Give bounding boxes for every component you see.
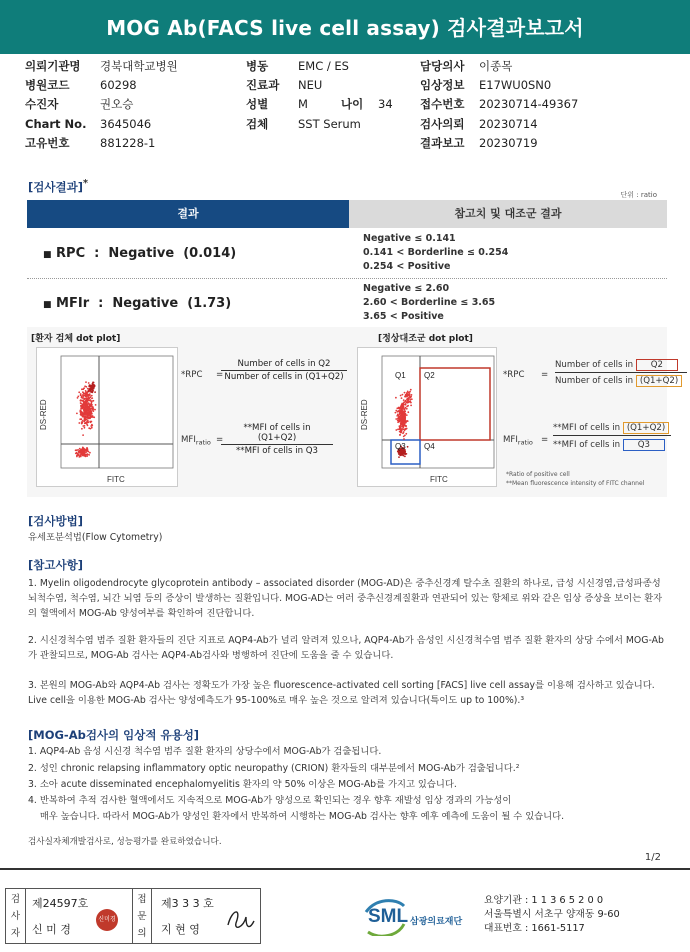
age-value: 34 (378, 97, 393, 111)
info-label: 병동 (246, 59, 269, 73)
scatter-dot (400, 421, 402, 423)
rpc-label: *RPC (181, 370, 203, 380)
scatter-dot (400, 432, 402, 434)
scatter-dot (95, 404, 97, 406)
scatter-dot (80, 408, 82, 410)
scatter-dot (404, 428, 406, 430)
info-value: E17WU0SN0 (479, 78, 552, 92)
info-value: 3645046 (100, 117, 152, 131)
label-char: 접 (137, 894, 147, 905)
examiner-name: 신 미 경 (32, 923, 71, 936)
num-prefix: Number of cells in (555, 360, 634, 370)
rpc-label: *RPC (503, 370, 525, 380)
scatter-dot (77, 396, 79, 398)
scatter-dot (398, 407, 400, 409)
scatter-dot (411, 398, 413, 400)
scatter-dot (84, 398, 86, 400)
examiner-label (6, 889, 26, 943)
ref-line: 0.254 < Positive (363, 261, 451, 272)
scatter-dot (395, 397, 397, 399)
scatter-dot (403, 399, 405, 401)
quadrant-q1: Q1 (395, 371, 406, 380)
patient-dot-plot (36, 347, 178, 487)
info-label: 임상정보 (420, 78, 465, 92)
scatter-dot (86, 447, 88, 449)
rpc-reference (363, 232, 508, 274)
scatter-dot (407, 446, 409, 448)
scatter-dot (400, 395, 402, 397)
scatter-dot (405, 403, 407, 405)
scatter-dot (92, 410, 94, 412)
result-value (43, 296, 231, 311)
scatter-dot (90, 391, 92, 393)
scatter-dot (405, 426, 407, 428)
scatter-dot (402, 451, 404, 453)
scatter-dot (79, 448, 81, 450)
scatter-dot (400, 426, 402, 428)
scatter-dot (86, 404, 88, 406)
scatter-dot (88, 454, 90, 456)
scatter-dot (87, 397, 89, 399)
examiner-seal: 신미경 (96, 909, 118, 931)
ref-line: Negative ≤ 2.60 (363, 283, 450, 294)
scatter-dot (78, 422, 80, 424)
label-char: 검 (10, 894, 21, 905)
ref-line: 3.65 < Positive (363, 311, 444, 322)
scatter-dot (87, 390, 89, 392)
result-row-rpc (27, 230, 667, 278)
mfi-fraction (221, 423, 333, 456)
scatter-dot (405, 394, 407, 396)
scatter-dot (78, 452, 80, 454)
scatter-dot (395, 412, 397, 414)
mfi-numerator: **MFI of cells in (Q1+Q2) (221, 423, 333, 445)
reviewer-signature (224, 903, 258, 935)
info-value: 881228-1 (100, 136, 156, 150)
notes-title: [참고사항] (28, 558, 83, 572)
scatter-dot (80, 402, 82, 404)
patient-dot-plot-title: [환자 검체 dot plot] (31, 334, 121, 344)
scatter-dot (84, 412, 86, 414)
info-value: 이종목 (479, 59, 513, 73)
info-label: 검사의뢰 (420, 117, 465, 131)
scatter-dot (88, 382, 90, 384)
scatter-dot (78, 391, 80, 393)
scatter-dot (86, 406, 88, 408)
reference-col-header: 참고치 및 대조군 결과 (349, 200, 667, 228)
scatter-dot (82, 414, 84, 416)
scatter-dot (84, 385, 86, 387)
result-value (43, 246, 236, 261)
scatter-dot (399, 428, 401, 430)
row-divider (27, 278, 667, 279)
info-label: 병원코드 (25, 78, 70, 92)
scatter-dot (80, 409, 82, 411)
q1q2-box: (Q1+Q2) (623, 422, 669, 434)
label-char: 사 (10, 911, 21, 922)
info-label: 성별 (246, 97, 269, 111)
scatter-dot (397, 420, 399, 422)
control-mfi-denominator (553, 439, 665, 451)
note-paragraph-1: 1. Myelin oligodendrocyte glycoprotein antibody – associated disorder (MOG-AD)은 중추신경계 탈수초 질환의 하나로, 급성 시신경염,급성파종성 뇌척수염, 척수염, 뇌간 뇌염 등의 증상이 발생하는 질환입니다. MOG-AD는 여러 중추신경계질환과 연관되어 있는 항체로 위와 같은 임상 증상을 보이는 환자의 혈액에서 MOG-Ab 양성여부를 확인하여 진단합니다. (28, 578, 663, 619)
scatter-dot (402, 414, 404, 416)
scatter-dot (90, 400, 92, 402)
info-value: 권오승 (100, 97, 134, 111)
scatter-dot (85, 422, 87, 424)
scatter-dot (406, 401, 408, 403)
scatter-dot (87, 395, 89, 397)
scatter-dot (395, 418, 397, 420)
scatter-dot (84, 414, 86, 416)
info-label: 담당의사 (420, 59, 465, 73)
bullet: ■ (43, 300, 52, 310)
scatter-dot (82, 451, 84, 453)
scatter-dot (411, 394, 413, 396)
scatter-dot (86, 391, 88, 393)
info-label: 의뢰기관명 (25, 59, 81, 73)
scatter-dot (92, 416, 94, 418)
label-char: 문 (137, 911, 147, 922)
org-code: 요양기관 : 1 1 3 6 5 2 0 0 (484, 895, 604, 906)
scatter-dot (90, 428, 92, 430)
label-char: 의 (137, 928, 147, 939)
scatter-dot (93, 388, 95, 390)
scatter-dot (405, 433, 407, 435)
scatter-dot (91, 397, 93, 399)
scatter-dot (88, 408, 90, 410)
mfir-result: MFIr : Negative (1.73) (56, 296, 232, 311)
org-phone: 대표번호 : 1661-5117 (484, 923, 585, 934)
scatter-dot (399, 415, 401, 417)
scatter-dot (82, 455, 84, 457)
scatter-dot (404, 392, 406, 394)
result-asterisk: * (82, 178, 88, 189)
scatter-dot (408, 401, 410, 403)
note-paragraph-3: 3. 본원의 MOG-Ab와 AQP4-Ab 검사는 정확도가 가장 높은 fluorescence-activated cell sorting [FACS] live cell assay를 이용해 검사하고 있습니다. Live cell을 이용한 MOG-Ab 검사는 양성예측도가 95-100%로 매우 높은 것으로 알려져 있습니다(특이도 up to 100%).³ (28, 680, 655, 706)
utility-item-2: 2. 성인 chronic relapsing inflammatory optic neuropathy (CRION) 환자들의 대부분에서 MOG-Ab가 검출됩니다.² (28, 763, 520, 774)
scatter-dot (407, 391, 409, 393)
result-title-text: [검사결과] (28, 179, 83, 194)
control-rpc-numerator (555, 359, 687, 373)
scatter-dot (84, 427, 86, 429)
scatter-dot (406, 398, 408, 400)
x-axis-label: FITC (107, 475, 125, 484)
scatter-dot (82, 415, 84, 417)
scatter-dot (403, 423, 405, 425)
result-row-mfir (27, 280, 667, 328)
control-mfi-numerator (553, 422, 671, 436)
scatter-dot (76, 413, 78, 415)
scatter-dot (401, 408, 403, 410)
utility-item-4: 4. 반복하여 추적 검사한 혈액에서도 지속적으로 MOG-Ab가 양성으로 확인되는 경우 향후 재발성 임상 경과의 가능성이 (28, 795, 512, 806)
mfi-text: MFI (181, 435, 196, 445)
ref-line: Negative ≤ 0.141 (363, 233, 456, 244)
scatter-dot (405, 400, 407, 402)
scatter-dot (81, 388, 83, 390)
scatter-dot (399, 413, 401, 415)
scatter-dot (399, 452, 401, 454)
scatter-dot (404, 408, 406, 410)
scatter-dot (398, 410, 400, 412)
scatter-dot (399, 434, 401, 436)
unit-label: 단위 : ratio (620, 191, 657, 199)
scatter-dot (94, 409, 96, 411)
examiner-id: 제24597호 (32, 897, 89, 910)
mfir-reference (363, 282, 495, 324)
mfi-text: MFI (503, 435, 518, 445)
org-address: 서울특별시 서초구 양재동 9-60 (484, 909, 620, 920)
scatter-dot (82, 447, 84, 449)
scatter-dot (90, 395, 92, 397)
scatter-dot (410, 389, 412, 391)
mfi-denominator: **MFI of cells in Q3 (235, 446, 319, 456)
info-label: 진료과 (246, 78, 280, 92)
note-ratio: *Ratio of positive cell (506, 471, 570, 478)
info-value: EMC / ES (298, 59, 349, 73)
result-col-header: 결과 (27, 200, 349, 228)
result-section-title (28, 178, 88, 195)
scatter-dot (81, 418, 83, 420)
scatter-dot (410, 405, 412, 407)
method-text: 유세포분석법(Flow Cytometry) (28, 532, 163, 543)
equals-sign: = (541, 370, 549, 380)
control-dot-plot-svg (358, 348, 498, 488)
info-label: 결과보고 (420, 136, 465, 150)
scatter-dot (402, 394, 404, 396)
scatter-dot (82, 425, 84, 427)
scatter-dot (401, 430, 403, 432)
info-label: Chart No. (25, 117, 87, 131)
info-value: 경북대학교병원 (100, 59, 178, 73)
scatter-dot (83, 402, 85, 404)
ref-line: 2.60 < Borderline ≤ 3.65 (363, 297, 496, 308)
scatter-dot (397, 418, 399, 420)
scatter-dot (84, 418, 86, 420)
y-axis-label: DS-RED (360, 399, 369, 430)
scatter-dot (408, 398, 410, 400)
scatter-dot (84, 452, 86, 454)
q3-box: Q3 (623, 439, 665, 451)
scatter-dot (403, 431, 405, 433)
result-table-header (27, 200, 667, 228)
scatter-dot (410, 402, 412, 404)
scatter-dot (91, 415, 93, 417)
scatter-dot (90, 408, 92, 410)
scatter-dot (91, 424, 93, 426)
scatter-dot (407, 420, 409, 422)
info-value: 60298 (100, 78, 137, 92)
rpc-numerator: Number of cells in Q2 (221, 359, 347, 371)
scatter-dot (395, 429, 397, 431)
org-info (484, 894, 620, 936)
scatter-dot (80, 454, 82, 456)
den-prefix: Number of cells in (555, 376, 634, 386)
info-value: 20230719 (479, 136, 538, 150)
mfi-sub: ratio (195, 438, 211, 447)
y-axis-label: DS-RED (39, 399, 48, 430)
scatter-dot (83, 448, 85, 450)
scatter-dot (81, 428, 83, 430)
scatter-dot (398, 456, 400, 458)
scatter-dot (407, 411, 409, 413)
scatter-dot (85, 381, 87, 383)
quadrant-q2: Q2 (424, 371, 435, 380)
rpc-result: RPC : Negative (0.014) (56, 246, 237, 261)
report-title: MOG Ab(FACS live cell assay) 검사결과보고서 (0, 0, 690, 54)
scatter-dot (405, 414, 407, 416)
info-value: SST Serum (298, 117, 361, 131)
scatter-dot (395, 410, 397, 412)
control-dot-plot (357, 347, 497, 487)
info-value: NEU (298, 78, 323, 92)
scatter-dot (84, 401, 86, 403)
quadrant-q4: Q4 (424, 442, 435, 451)
mfi-label (181, 435, 211, 447)
info-label: 접수번호 (420, 97, 465, 111)
scatter-dot (406, 406, 408, 408)
scatter-dot (403, 412, 405, 414)
scatter-dot (404, 453, 406, 455)
scatter-dot (85, 410, 87, 412)
scatter-dot (410, 396, 412, 398)
control-rpc-denominator (555, 375, 682, 387)
scatter-dot (399, 454, 401, 456)
scatter-dot (79, 450, 81, 452)
x-axis-label: FITC (430, 475, 448, 484)
sml-logo (362, 896, 482, 936)
info-value: 20230714-49367 (479, 97, 579, 111)
footer-divider (0, 868, 690, 870)
equals-sign: = (216, 435, 224, 445)
scatter-dot (89, 404, 91, 406)
scatter-dot (83, 395, 85, 397)
validation-note: 검사실자체개발검사로, 성능평가를 완료하였습니다. (28, 837, 222, 847)
utility-item-1: 1. AQP4-Ab 음성 시신경 척수염 범주 질환 환자의 상당수에서 MOG-Ab가 검출됩니다. (28, 746, 382, 757)
info-label: 검체 (246, 117, 269, 131)
age-label: 나이 (341, 97, 364, 111)
utility-item-4-cont: 매우 높습니다. 따라서 MOG-Ab가 양성인 환자에서 반복하여 시행하는 MOG-Ab 검사는 향후 예후 예측에 도움이 될 수 있습니다. (28, 811, 565, 822)
scatter-dot (403, 417, 405, 419)
quadrant-q3: Q3 (395, 442, 406, 451)
scatter-dot (81, 412, 83, 414)
scatter-dot (75, 449, 77, 451)
rpc-fraction (221, 359, 347, 382)
scatter-dot (77, 449, 79, 451)
scatter-dot (89, 421, 91, 423)
den-prefix: **MFI of cells in (553, 440, 621, 450)
scatter-dot (87, 399, 89, 401)
scatter-dot (401, 412, 403, 414)
scatter-dot (88, 416, 90, 418)
scatter-dot (403, 438, 405, 440)
scatter-dot (397, 414, 399, 416)
scatter-dot (82, 434, 84, 436)
scatter-dot (89, 406, 91, 408)
reviewer-id: 제3 3 3 호 (161, 897, 214, 910)
scatter-dot (92, 385, 94, 387)
mfi-label (503, 435, 533, 447)
q1q2-box: (Q1+Q2) (636, 375, 682, 387)
num-prefix: **MFI of cells in (553, 423, 621, 433)
info-value: 20230714 (479, 117, 538, 131)
page-number: 1/2 (644, 852, 661, 863)
scatter-dot (402, 426, 404, 428)
scatter-dot (86, 412, 88, 414)
scatter-dot (94, 391, 96, 393)
scatter-dot (402, 405, 404, 407)
scatter-dot (89, 417, 91, 419)
bullet: ■ (43, 250, 52, 260)
logo-text: SML (368, 906, 409, 927)
method-title: [검사방법] (28, 514, 83, 528)
scatter-dot (80, 456, 82, 458)
patient-dot-plot-svg (37, 348, 179, 488)
scatter-dot (400, 424, 402, 426)
dot-plot-notes (506, 470, 644, 488)
rpc-denominator: Number of cells in (Q1+Q2) (224, 372, 344, 382)
scatter-dot (401, 454, 403, 456)
scatter-dot (404, 417, 406, 419)
scatter-dot (78, 454, 80, 456)
equals-sign: = (541, 435, 549, 445)
signature-box (5, 888, 261, 944)
note-mfi: **Mean fluorescence intensity of FITC channel (506, 480, 645, 487)
scatter-dot (401, 397, 403, 399)
scatter-dot (404, 456, 406, 458)
result-table (27, 200, 667, 322)
scatter-dot (91, 388, 93, 390)
scatter-dot (403, 403, 405, 405)
reviewer-label (132, 889, 152, 943)
scatter-dot (85, 450, 87, 452)
equals-sign: = (216, 370, 224, 380)
utility-item-3: 3. 소아 acute disseminated encephalomyelitis 환자의 약 50% 이상은 MOG-Ab를 가지고 있습니다. (28, 779, 457, 790)
note-paragraph-2: 2. 시신경척수염 범주 질환 환자들의 진단 지표로 AQP4-Ab가 널리 알려져 있으나, AQP4-Ab가 음성인 시신경척수염 범주 질환 환자의 상당 수에서 MOG-Ab가 관찰되므로, MOG-Ab 검사는 AQP4-Ab검사와 병행하여 진단에 도움을 줄 수 있습니다. (28, 635, 664, 661)
label-char: 자 (10, 928, 21, 939)
scatter-dot (89, 385, 91, 387)
scatter-dot (404, 435, 406, 437)
scatter-dot (92, 406, 94, 408)
utility-title: [MOG-Ab검사의 임상적 유용성] (28, 728, 200, 742)
scatter-dot (84, 421, 86, 423)
scatter-dot (89, 452, 91, 454)
mfi-sub: ratio (517, 438, 533, 447)
info-label: 수진자 (25, 97, 59, 111)
scatter-dot (82, 420, 84, 422)
scatter-dot (80, 394, 82, 396)
scatter-dot (81, 400, 83, 402)
scatter-dot (399, 419, 401, 421)
scatter-dot (93, 382, 95, 384)
info-label: 고유번호 (25, 136, 70, 150)
scatter-dot (82, 397, 84, 399)
q2-box: Q2 (636, 359, 678, 371)
scatter-dot (402, 423, 404, 425)
org-name: 삼광의료재단 (410, 917, 463, 927)
info-value: M (298, 97, 308, 111)
scatter-dot (91, 386, 93, 388)
scatter-dot (75, 453, 77, 455)
reviewer-name: 지 현 영 (161, 923, 200, 936)
control-dot-plot-title: [정상대조군 dot plot] (378, 334, 473, 344)
ref-line: 0.141 < Borderline ≤ 0.254 (363, 247, 509, 258)
scatter-dot (88, 412, 90, 414)
